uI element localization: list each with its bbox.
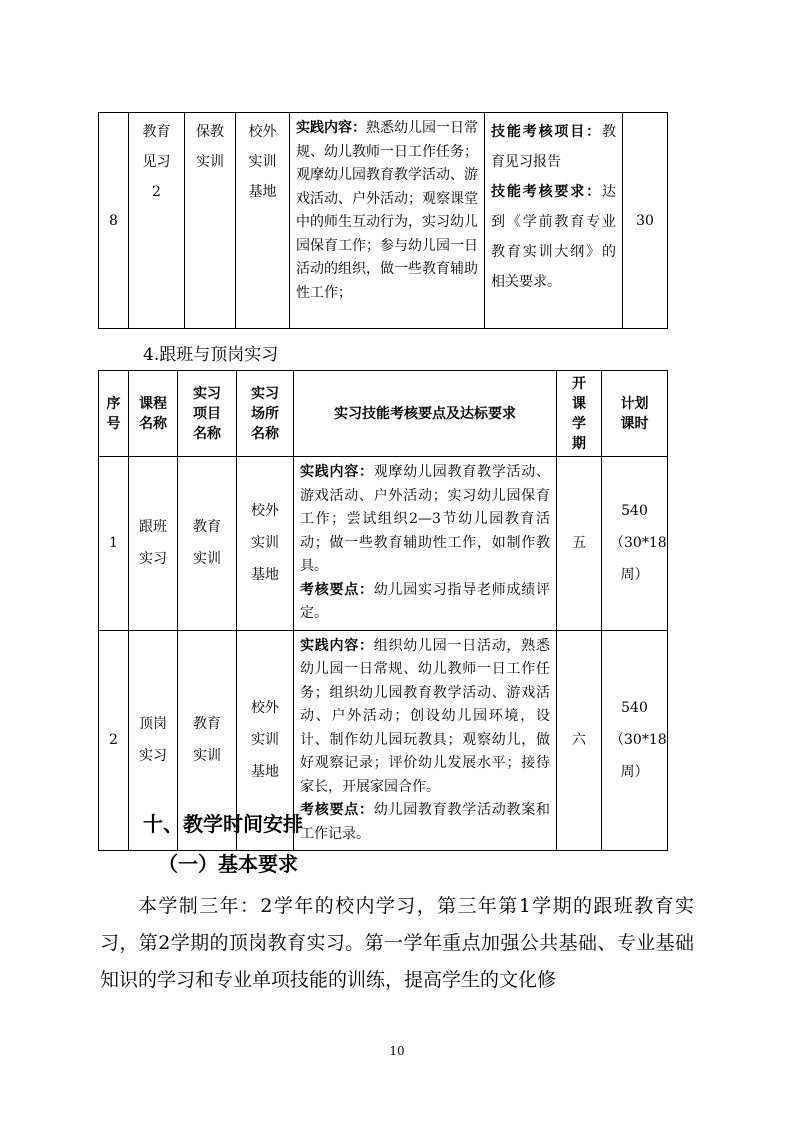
internship-table bbox=[98, 370, 668, 851]
header-term: 开课学期 bbox=[557, 371, 602, 457]
section-title: 4.跟班与顶岗实习 bbox=[143, 345, 279, 365]
header-course: 课程名称 bbox=[129, 371, 178, 457]
hours: 540（30*18周） bbox=[602, 630, 668, 851]
practice-content bbox=[294, 457, 557, 631]
row-no: 8 bbox=[99, 113, 129, 329]
req-text: 达到《学前教育专业教育实训大纲》的相关要求。 bbox=[491, 184, 616, 290]
skill-label: 技能考核项目： bbox=[491, 124, 602, 140]
row-no: 2 bbox=[99, 630, 129, 851]
course-name-text: 教育见习2 bbox=[142, 124, 171, 200]
site-name: 校外实训基地 bbox=[237, 457, 294, 631]
practice-content bbox=[290, 113, 485, 329]
content-label: 实践内容： bbox=[300, 464, 374, 480]
heading-ten: 十、教学时间安排 bbox=[143, 812, 303, 836]
header-req: 实习技能考核要点及达标要求 bbox=[294, 371, 557, 457]
content-label: 实践内容： bbox=[296, 120, 366, 136]
content-text: 熟悉幼儿园一日常规、幼儿教师一日工作任务；观摩幼儿园教育教学活动、游戏活动、户外活动；观察课堂中的师生互动行为，实习幼儿园保育工作；参与幼儿园一日活动的组织，做一些教育辅助性工作； bbox=[296, 120, 478, 301]
row-no: 1 bbox=[99, 457, 129, 631]
project-name: 保教实训 bbox=[185, 113, 236, 329]
req-label: 技能考核要求： bbox=[491, 184, 602, 200]
content-text: 组织幼儿园一日活动，熟悉幼儿园一日常规、幼儿教师一日工作任务；组织幼儿园教育教学活动、游戏活动、户外活动；创设幼儿园环境，设计、制作幼儿园玩教具；观察幼儿，做好观察记录；评价幼儿发展水平；接待家长，开展家园合作。 bbox=[300, 637, 550, 795]
course-name: 跟班实习 bbox=[129, 457, 178, 631]
course-name: 顶岗实习 bbox=[129, 630, 178, 851]
table-row bbox=[99, 457, 668, 631]
assess-text: 幼儿园实习指导老师成绩评定。 bbox=[300, 581, 550, 621]
header-project: 实习项目名称 bbox=[178, 371, 237, 457]
assess-label: 考核要点： bbox=[300, 802, 374, 818]
table-row bbox=[99, 113, 668, 329]
term: 五 bbox=[557, 457, 602, 631]
table-header-row bbox=[99, 371, 668, 457]
assess-label: 考核要点： bbox=[300, 581, 374, 598]
project-name: 教育实训 bbox=[178, 457, 237, 631]
skill-assessment bbox=[485, 113, 623, 329]
header-hours: 计划课时 bbox=[602, 371, 668, 457]
assess-text: 幼儿园教育教学活动教案和工作记录。 bbox=[300, 802, 550, 842]
practice-content bbox=[294, 630, 557, 851]
project-name: 教育实训 bbox=[178, 630, 237, 851]
content-text: 观摩幼儿园教育教学活动、游戏活动、户外活动；实习幼儿园保育工作；尝试组织2—3节幼儿园教育活动；做一些教育辅助性工作，如制作教具。 bbox=[300, 464, 550, 574]
heading-one: （一）基本要求 bbox=[158, 852, 298, 876]
course-name bbox=[129, 113, 185, 329]
body-paragraph: 本学制三年：2学年的校内学习，第三年第1学期的跟班教育实习，第2学期的顶岗教育实习。第一学年重点加强公共基础、专业基础知识的学习和专业单项技能的训练，提高学生的文化修 bbox=[100, 895, 694, 991]
practice-table-top bbox=[98, 112, 668, 329]
skill-text: 教育见习报告 bbox=[491, 124, 616, 170]
header-no: 序号 bbox=[99, 371, 129, 457]
header-site: 实习场所名称 bbox=[237, 371, 294, 457]
content-label: 实践内容： bbox=[300, 637, 374, 654]
site-name: 校外实训基地 bbox=[236, 113, 290, 329]
page-number: 10 bbox=[389, 1044, 405, 1058]
site-name: 校外实训基地 bbox=[237, 630, 294, 851]
hours: 540（30*18周） bbox=[602, 457, 668, 631]
term: 六 bbox=[557, 630, 602, 851]
hours: 30 bbox=[623, 113, 668, 329]
